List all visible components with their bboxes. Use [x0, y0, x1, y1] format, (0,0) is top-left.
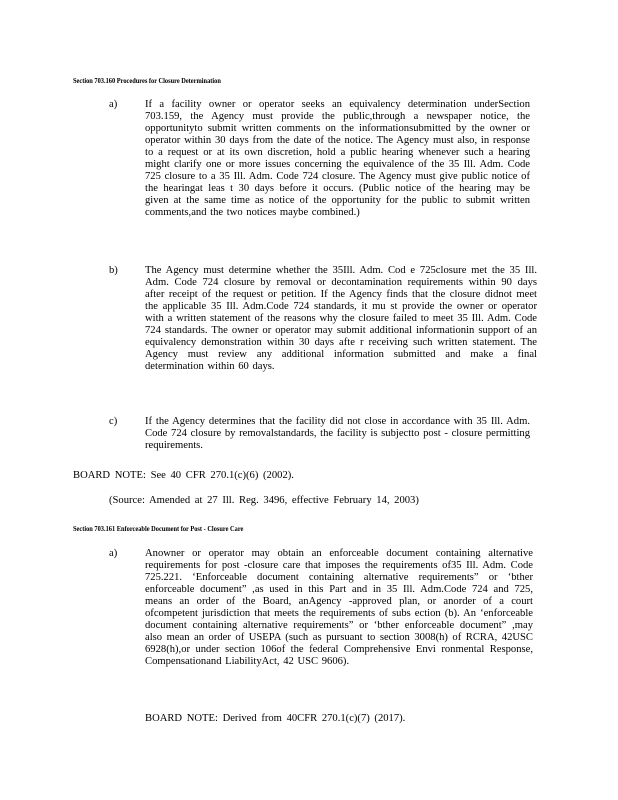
board-note: BOARD NOTE: Derived from 40CFR 270.1(c)(7) (2017).	[145, 713, 406, 724]
item-b-text: The Agency must determine whether the 35Ill. Adm. Cod e 725closure met the 35 Ill. Adm. Code 724 closure by removal or decontamination requirements within 90 days after receipt of the request or petition. If the Agency finds that the closure didnot meet the applicable 35 Ill. Adm.Code 724 standards, it mu st provide the owner or operator with a written statement of the reasons why the closure failed to meet 35 Ill. Adm. Code 724 standards. The owner or operator may submit additional informationin support of an equivalency demonstration within 30 days afte r receiving such written statement. The Agency must review any additional information submitted and make a final determination within 60 days.	[145, 265, 537, 373]
section-703-161-heading: Section 703.161 Enforceable Document for Post - Closure Care	[73, 524, 244, 533]
item-a-label: a)	[109, 548, 118, 559]
item-c-label: c)	[109, 416, 118, 427]
source-note: (Source: Amended at 27 Ill. Reg. 3496, effective February 14, 2003)	[109, 495, 419, 506]
section-703-160-heading: Section 703.160 Procedures for Closure Determination	[73, 76, 221, 85]
item-b-label: b)	[109, 265, 118, 276]
item-a-text: If a facility owner or operator seeks an equivalency determination underSection 703.159, the Agency must provide the public,through a newspaper notice, the opportunityto submit written comments on the informationsubmitted by the owner or operator within 30 days from the date of the notice. The Agency must also, in response to a request or at its own discretion, hold a public hearing whenever such a hearing might clarify one or more issues concerning the equivalence of the 35 Ill. Adm. Code 725 closure to a 35 Ill. Adm. Code 724 closure. The Agency must give public notice of the hearingat leas t 30 days before it occurs. (Public notice of the hearing may be given at the same time as notice of the opportunity for the public to submit written comments,and the two notices maybe combined.)	[145, 99, 530, 219]
board-note: BOARD NOTE: See 40 CFR 270.1(c)(6) (2002).	[73, 470, 294, 481]
item-c-text: If the Agency determines that the facility did not close in accordance with 35 Ill. Adm. Code 724 closure by removalstandards, the facility is subjectto post - closure permitting requirements.	[145, 416, 530, 452]
item-a-label: a)	[109, 99, 118, 110]
item-a-text: Anowner or operator may obtain an enforceable document containing alternative requirements for post -closure care that imposes the requirements of35 Ill. Adm. Code 725.221. ‘Enforceable document containing alternative requirements” or ‘bther enforceable document” ,as used in this Part and in 35 Ill. Adm.Code 724 and 725, means an order of the Board, anAgency -approved plan, or anorder of a court ofcompetent jurisdiction that meets the requirements of subs ection (b). An ‘enforceable document containing alternative requirements” or ‘bther enforceable document” ,may also mean an order of USEPA (such as pursuant to section 3008(h) of RCRA, 42USC 6928(h),or under section 106of the federal Comprehensive Envi ronmental Response, Compensationand LiabilityAct, 42 USC 9606).	[145, 548, 533, 668]
